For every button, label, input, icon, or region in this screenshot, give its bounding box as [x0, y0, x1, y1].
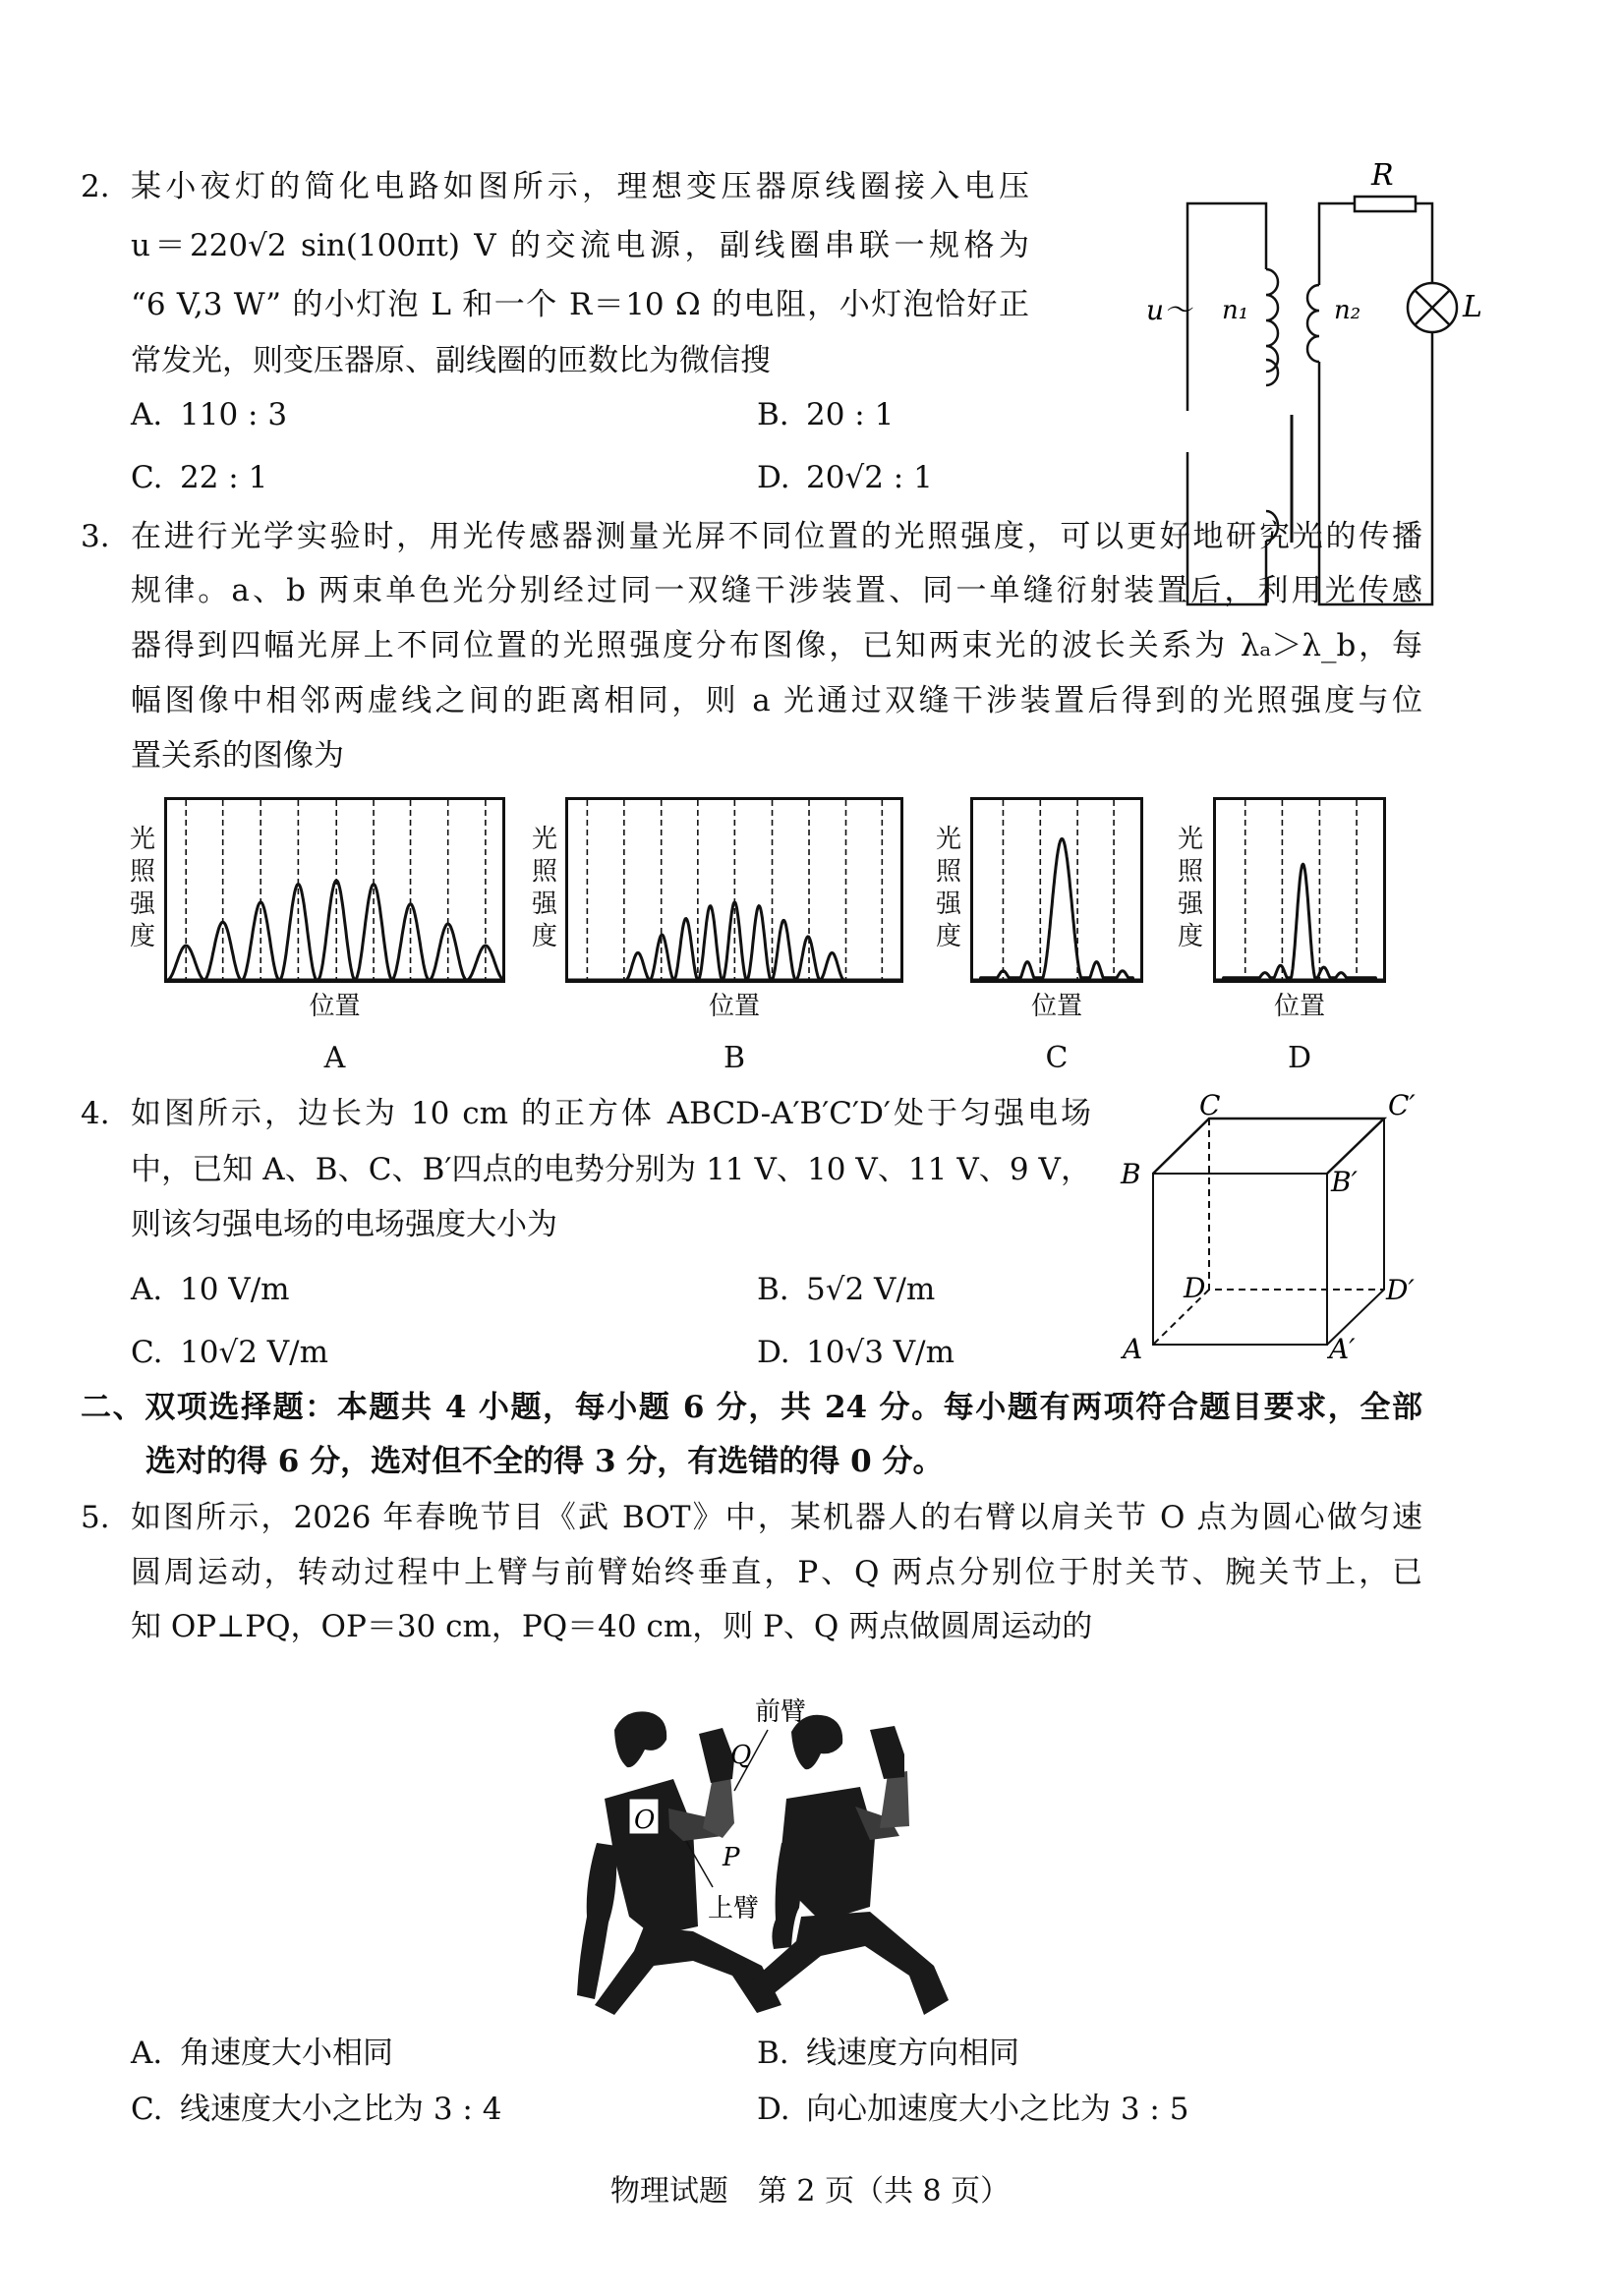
- q4-line-2: 中，已知 A、B、C、B′四点的电势分别为 11 V、10 V、11 V、9 V，: [131, 1152, 1091, 1187]
- lamp-label: L: [1463, 290, 1482, 324]
- ylabel-char: 照: [1177, 857, 1203, 887]
- option-label: B.: [757, 2036, 789, 2071]
- page-footer: 物理试题 第 2 页（共 8 页）: [609, 2174, 1011, 2209]
- graph-b-ylabel: [530, 824, 559, 953]
- point-q-label: Q: [730, 1741, 752, 1770]
- option-text: 110 : 3: [180, 397, 288, 432]
- robot-2-hand-icon: [870, 1726, 904, 1779]
- secondary-coil: [1307, 285, 1319, 362]
- vertex-b-prime-label: B′: [1331, 1166, 1358, 1198]
- vertex-b-label: B: [1121, 1158, 1141, 1190]
- graph-a-xlabel: 位置: [309, 992, 361, 1021]
- graph-frame: [972, 799, 1142, 982]
- option-label: D.: [757, 460, 790, 495]
- option-label: D.: [757, 1335, 790, 1370]
- q2-option-c[interactable]: [131, 458, 267, 497]
- option-label: C.: [131, 460, 163, 495]
- q5-line-1: 如图所示，2026 年春晚节目《武 BOT》中，某机器人的右臂以肩关节 O 点为圆心做匀速: [131, 1500, 1422, 1535]
- option-text: 10√3 V/m: [806, 1335, 955, 1370]
- option-text: 线速度大小之比为 3 : 4: [180, 2092, 502, 2127]
- option-text: 20√2 : 1: [806, 460, 933, 495]
- q2-line-2: u＝220√2 sin(100πt) V 的交流电源，副线圈串联一规格为: [131, 228, 1029, 263]
- source-label: u～: [1146, 294, 1192, 326]
- primary-coil: [1266, 269, 1278, 541]
- robot-1-head-icon: [614, 1711, 666, 1767]
- intensity-curve: [164, 881, 505, 980]
- option-text: 22 : 1: [180, 460, 268, 495]
- ylabel-char: 照: [935, 857, 961, 887]
- section-2-heading-line-2: 选对的得 6 分，选对但不全的得 3 分，有选错的得 0 分。: [145, 1444, 944, 1479]
- ylabel-char: 光: [1177, 825, 1203, 854]
- secondary-turns-label: n₂: [1334, 296, 1361, 325]
- option-text: 线速度方向相同: [806, 2036, 1019, 2071]
- graph-frame: [166, 799, 504, 982]
- q3-line-4: 幅图像中相邻两虚线之间的距离相同，则 a 光通过双缝干涉装置后得到的光照强度与位: [131, 683, 1422, 718]
- q4-line-3: 则该匀强电场的电场强度大小为: [131, 1207, 557, 1242]
- vertex-a-label: A: [1123, 1333, 1143, 1365]
- forearm-label: 前臂: [755, 1697, 807, 1727]
- intensity-curve: [1213, 864, 1386, 980]
- q2-line-1: 某小夜灯的简化电路如图所示，理想变压器原线圈接入电压: [131, 169, 1029, 204]
- vertex-c-label: C: [1199, 1089, 1221, 1121]
- robot-1-legs-icon: [595, 1926, 781, 2015]
- cube-diagram: [1121, 1089, 1416, 1366]
- graph-b-xlabel: 位置: [708, 992, 760, 1021]
- ylabel-char: 度: [935, 922, 961, 951]
- q2-line-3: “6 V,3 W” 的小灯泡 L 和一个 R＝10 Ω 的电阻，小灯泡恰好正: [131, 287, 1029, 322]
- q4-option-c[interactable]: [131, 1333, 328, 1372]
- option-text: 角速度大小相同: [180, 2036, 393, 2071]
- question-number-3: 3.: [81, 519, 110, 554]
- ylabel-char: 强: [129, 890, 155, 919]
- q2-option-d[interactable]: [757, 458, 933, 497]
- option-label: A.: [131, 1272, 163, 1307]
- cube-right-edges: [1327, 1119, 1384, 1345]
- question-number-5: 5.: [81, 1500, 110, 1535]
- q2-option-b[interactable]: [757, 395, 894, 434]
- q3-line-3: 器得到四幅光屏上不同位置的光照强度分布图像，已知两束光的波长关系为 λₐ＞λ_b，每: [131, 628, 1422, 663]
- graph-c-xlabel: 位置: [1030, 992, 1082, 1021]
- ylabel-char: 度: [1177, 922, 1203, 951]
- vertex-a-prime-label: A′: [1329, 1333, 1356, 1365]
- section-2-heading-line-1: 二、双项选择题：本题共 4 小题，每小题 6 分，共 24 分。每小题有两项符合题目要求，全部: [81, 1390, 1422, 1425]
- question-number-2: 2.: [81, 169, 110, 204]
- robot-2-left-arm-icon: [772, 1843, 801, 1949]
- q3-line-5: 置关系的图像为: [131, 738, 344, 774]
- graph-d-letter: D: [1287, 1041, 1312, 1075]
- graph-b-letter: B: [723, 1041, 746, 1075]
- ylabel-char: 强: [935, 890, 961, 919]
- graph-b-plot: [565, 797, 903, 983]
- secondary-wire-bottom: [1319, 332, 1432, 604]
- option-text: 10√2 V/m: [180, 1335, 329, 1370]
- option-label: A.: [131, 2036, 163, 2071]
- q4-option-b[interactable]: [757, 1270, 935, 1309]
- robot-2-forearm-icon: [880, 1771, 909, 1828]
- option-label: A.: [131, 397, 163, 432]
- graph-c-ylabel: [934, 824, 963, 953]
- q4-option-a[interactable]: [131, 1270, 290, 1309]
- q2-option-a[interactable]: [131, 395, 287, 434]
- q3-line-2: 规律。a、b 两束单色光分别经过同一双缝干涉装置、同一单缝衍射装置后，利用光传感: [131, 573, 1422, 608]
- graph-a-plot: [164, 797, 505, 983]
- graph-c-plot: [970, 797, 1143, 983]
- q2-line-4: 常发光，则变压器原、副线圈的匝数比为微信搜: [131, 343, 771, 378]
- graph-a-ylabel: [128, 824, 157, 953]
- ylabel-char: 强: [1177, 890, 1203, 919]
- robot-1-forearm-icon: [703, 1775, 734, 1838]
- graph-d-xlabel: 位置: [1273, 992, 1325, 1021]
- q5-option-a[interactable]: [131, 2034, 393, 2073]
- ylabel-char: 照: [531, 857, 557, 887]
- vertex-c-prime-label: C′: [1388, 1089, 1416, 1121]
- q5-option-c[interactable]: [131, 2090, 501, 2129]
- option-label: B.: [757, 1272, 789, 1307]
- q5-line-2: 圆周运动，转动过程中上臂与前臂始终垂直，P、Q 两点分别位于肘关节、腕关节上，已: [131, 1555, 1422, 1590]
- resistor-symbol: [1355, 197, 1416, 211]
- ylabel-char: 光: [129, 825, 155, 854]
- robot-1-left-arm-icon: [577, 1843, 616, 1999]
- option-label: B.: [757, 397, 789, 432]
- robot-figure: [575, 1681, 988, 2020]
- option-text: 10 V/m: [180, 1272, 290, 1307]
- question-number-4: 4.: [81, 1096, 110, 1131]
- ylabel-char: 光: [531, 825, 557, 854]
- ylabel-char: 度: [129, 922, 155, 951]
- q5-option-b[interactable]: [757, 2034, 1019, 2073]
- option-text: 向心加速度大小之比为 3 : 5: [806, 2092, 1189, 2127]
- option-text: 20 : 1: [806, 397, 895, 432]
- q5-option-d[interactable]: [757, 2090, 1188, 2129]
- option-label: D.: [757, 2092, 790, 2127]
- option-label: C.: [131, 1335, 163, 1370]
- option-label: C.: [131, 2092, 163, 2127]
- upperarm-label: 上臂: [708, 1894, 760, 1923]
- vertex-d-label: D: [1184, 1272, 1206, 1304]
- option-text: 5√2 V/m: [806, 1272, 936, 1307]
- intensity-curve: [970, 839, 1143, 981]
- ylabel-char: 强: [531, 890, 557, 919]
- q4-line-1: 如图所示，边长为 10 cm 的正方体 ABCD-A′B′C′D′处于匀强电场: [131, 1096, 1091, 1131]
- ylabel-char: 照: [129, 857, 155, 887]
- q5-line-3: 知 OP⊥PQ，OP＝30 cm，PQ＝40 cm，则 P、Q 两点做圆周运动的: [131, 1609, 1093, 1644]
- graph-a-letter: A: [323, 1041, 346, 1075]
- transformer-circuit-diagram: [1042, 147, 1482, 472]
- secondary-wire: [1319, 203, 1432, 285]
- graph-d-ylabel: [1176, 824, 1205, 953]
- primary-turns-label: n₁: [1222, 296, 1249, 325]
- graph-c-letter: C: [1045, 1041, 1069, 1075]
- ylabel-char: 光: [935, 825, 961, 854]
- graph-d-plot: [1213, 797, 1386, 983]
- robot-1-hand-icon: [699, 1728, 734, 1783]
- vertex-d-prime-label: D′: [1386, 1274, 1415, 1306]
- q4-option-d[interactable]: [757, 1333, 955, 1372]
- q3-line-1: 在进行光学实验时，用光传感器测量光屏不同位置的光照强度，可以更好地研究光的传播: [131, 519, 1422, 554]
- ylabel-char: 度: [531, 922, 557, 951]
- point-p-label: P: [723, 1843, 740, 1872]
- resistor-label: R: [1371, 158, 1394, 193]
- point-o-label: O: [634, 1806, 656, 1835]
